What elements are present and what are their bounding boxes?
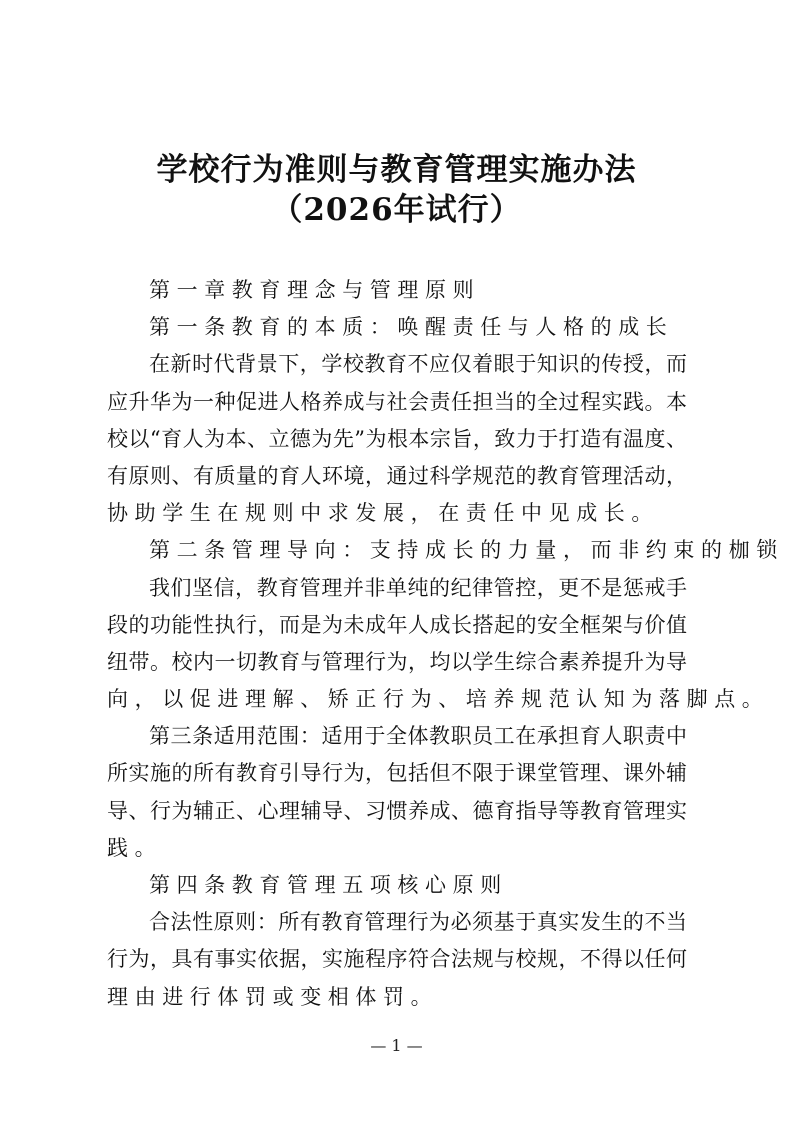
paragraph [107, 718, 687, 867]
paragraph-line: 第一章教育理念与管理原则 [149, 278, 481, 302]
paragraph-line: 第一条教育的本质：唤醒责任与人格的成长 [149, 315, 674, 340]
paragraph-line: 应升华为一种促进人格养成与社会责任担当的全过程实践。本 [107, 389, 687, 414]
paragraph-line: 协助学生在规则中求发展，在责任中见成长。 [107, 501, 659, 526]
paragraph [107, 309, 687, 346]
document-body [107, 272, 784, 1016]
paragraph-line: 第四条教育管理五项核心原则 [149, 873, 508, 897]
paragraph-line: 行为，具有事实依据，实施程序符合法规与校规，不得以任何 [107, 947, 687, 972]
paragraph-line: 有原则、有质量的育人环境，通过科学规范的教育管理活动， [107, 463, 687, 488]
paragraph [107, 272, 687, 309]
paragraph-line: 理由进行体罚或变相体罚。 [107, 984, 439, 1009]
paragraph-line: 在新时代背景下，学校教育不应仅着眼于知识的传授，而 [149, 352, 687, 377]
paragraph [107, 904, 687, 1016]
paragraph-line: 所实施的所有教育引导行为，包括但不限于课堂管理、课外辅 [107, 761, 687, 786]
page-number: — 1 — [370, 1036, 423, 1055]
paragraph-line: 校以“育人为本、立德为先”为根本宗旨，致力于打造有温度、 [107, 426, 687, 451]
paragraph-line: 第三条适用范围：适用于全体教职员工在承担育人职责中 [149, 724, 687, 749]
paragraph-line: 合法性原则：所有教育管理行为必须基于真实发生的不当 [149, 910, 687, 935]
paragraph-line: 纽带。校内一切教育与管理行为，均以学生综合素养提升为导 [107, 649, 687, 674]
document-title: 学校行为准则与教育管理实施办法 [156, 152, 637, 188]
document-subtitle: （2026年试行） [271, 192, 522, 228]
paragraph-line: 践。 [107, 835, 163, 860]
paragraph [107, 346, 687, 532]
paragraph [107, 532, 784, 569]
paragraph-line: 段的功能性执行，而是为未成年人成长搭起的安全框架与价值 [107, 612, 687, 637]
paragraph-line: 导、行为辅正、心理辅导、习惯养成、德育指导等教育管理实 [107, 798, 687, 823]
paragraph-line: 第二条管理导向：支持成长的力量，而非约束的枷锁 [149, 538, 784, 563]
paragraph-line: 向，以促进理解、矫正行为、培养规范认知为落脚点。 [107, 687, 770, 712]
paragraph-line: 我们坚信，教育管理并非单纯的纪律管控，更不是惩戒手 [149, 575, 687, 600]
paragraph [107, 867, 687, 904]
paragraph [107, 570, 770, 719]
